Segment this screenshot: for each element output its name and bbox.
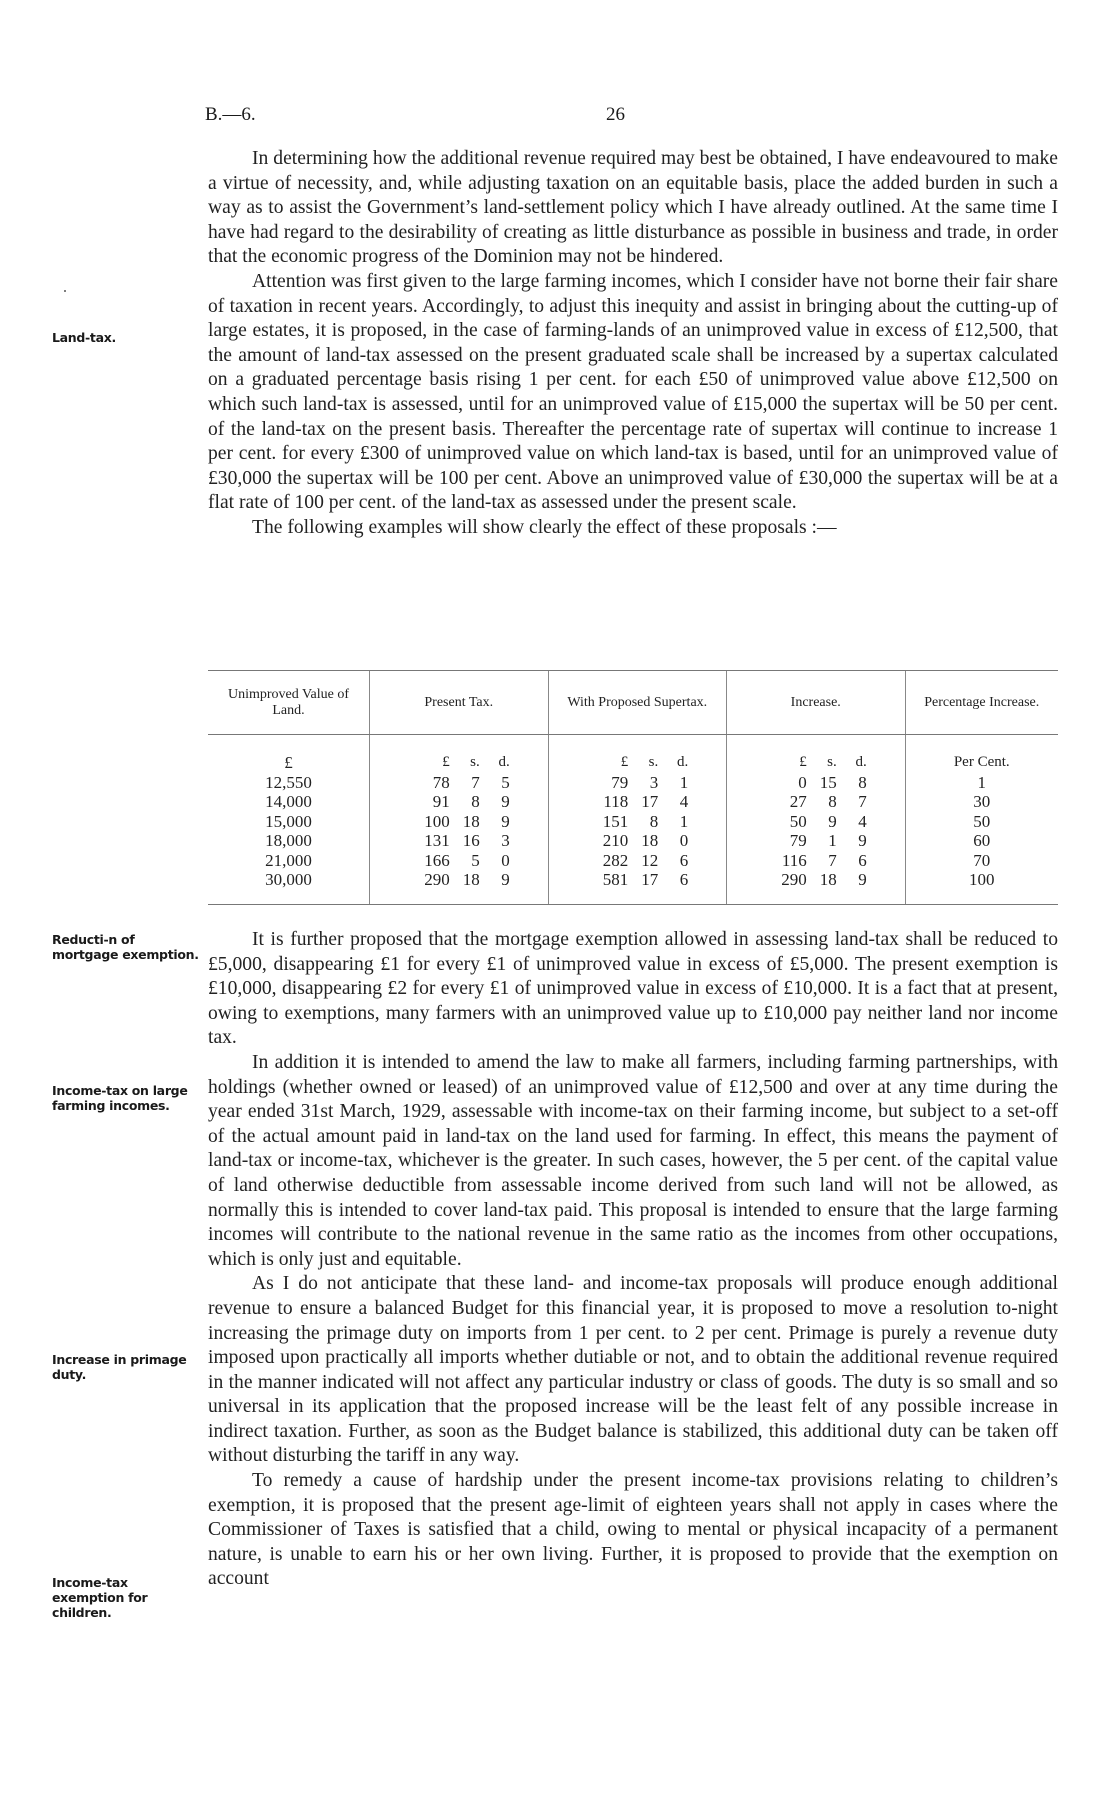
cell-increase-shillings: 8	[828, 792, 837, 811]
cell-increase-shillings: 15	[819, 772, 837, 792]
paragraph-mortgage-exemption: It is further proposed that the mortgage exemption allowed in assessing land-tax shall be reduced to £5,000, disappearing £1 for every £1 of unimproved value in excess of £5,000. The present exemption is £10,000, disappearing £2 for every £1 of unimproved value in excess of £10,000. It is a fact that at present, owing to exemptions, many farmers with an unimproved value up to £10,000 pay neither land nor income tax.	[208, 929, 1058, 1049]
cell-proposed-pence: 4	[679, 792, 689, 811]
paragraph-revenue-intro: In determining how the additional revenue required may best be obtained, I have endeavoured to make a virtue of necessity, and, while adjusting taxation on an equitable basis, place the added burden in such a way as to assist the Government’s land-settlement policy which I have already outlined. At the same time I have had regard to the desirability of creating as little disturbance as possible in business and trade, in order that the economic progress of the Dominion may not be hindered.	[208, 148, 1058, 268]
cell-increase-pence: 9	[858, 870, 867, 889]
cell-unimproved-value: 12,550	[265, 772, 312, 792]
cell-present-pounds: 131	[424, 831, 450, 850]
cell-proposed-pence: 6	[679, 850, 689, 870]
cell-present-pounds: 100	[424, 811, 450, 831]
cell-unimproved-value: 21,000	[265, 850, 312, 870]
cell-increase-shillings: 1	[828, 831, 837, 850]
cell-increase-shillings: 18	[819, 870, 837, 889]
margin-note-land-tax: Land-tax.	[52, 330, 116, 345]
cell-proposed-pounds: 118	[603, 792, 629, 811]
cell-proposed-pounds: 151	[602, 811, 629, 831]
unit-pence: d.	[855, 754, 867, 770]
margin-note-children-exemption: Income-tax exemption for children.	[52, 1575, 148, 1620]
cell-increase-shillings: 7	[828, 850, 837, 870]
cell-present-pounds: 91	[432, 792, 450, 811]
cell-present-shillings: 18	[462, 870, 480, 889]
col-increase	[727, 735, 906, 905]
cell-increase-pounds: 27	[789, 792, 807, 811]
paragraph-examples-intro: The following examples will show clearly the effect of these proposals :—	[252, 516, 837, 538]
unit-shillings: s.	[648, 754, 659, 770]
paragraph-primage-duty: As I do not anticipate that these land- and income-tax proposals will produce enough additional revenue to ensure a balanced Budget for this financial year, it is proposed to move a resolution to-night increasing the primage duty on imports from 1 per cent. to 2 per cent. Primage is purely a revenue duty imposed upon practically all imports whether dutiable or not, and to obtain the additional revenue required in the manner indicated will not affect any particular industry or class of goods. The duty is so small and so universal in its application that the proposed increase will be the least felt of any possible increase in indirect taxation. Further, as soon as the Budget balance is stabilized, this additional duty can be taken off without disturbing the tariff in any way.	[208, 1273, 1058, 1467]
col-unimproved-value	[208, 735, 370, 905]
print-speck	[64, 290, 66, 292]
cell-percentage-increase: 30	[973, 792, 991, 811]
cell-present-pence: 5	[501, 772, 510, 792]
cell-proposed-pounds: 282	[602, 850, 629, 870]
cell-increase-pounds: 0	[798, 772, 807, 792]
unit-pounds: £	[799, 754, 807, 770]
cell-increase-pounds: 79	[789, 831, 807, 850]
col-present-tax	[370, 735, 549, 905]
cell-proposed-pence: 1	[679, 772, 689, 792]
body-text-upper	[208, 147, 1058, 541]
cell-present-pence: 3	[501, 831, 510, 850]
document-reference: B.—6.	[205, 104, 256, 125]
cell-present-pence: 9	[501, 811, 510, 831]
cell-present-shillings: 18	[462, 811, 480, 831]
table-header-row	[208, 671, 1058, 735]
margin-note-mortgage-exemption: Reducti‑n of mortgage exemption.	[52, 932, 199, 962]
cell-increase-pounds: 290	[781, 870, 807, 889]
cell-present-pence: 0	[501, 850, 510, 870]
cell-proposed-shillings: 3	[649, 772, 659, 792]
cell-proposed-shillings: 8	[649, 811, 659, 831]
unit-pound: £	[284, 753, 293, 772]
cell-present-shillings: 8	[471, 792, 480, 811]
page-number: 26	[606, 104, 625, 125]
col-header-unimproved-value: Unimproved Value of Land.	[208, 671, 370, 735]
cell-percentage-increase: 1	[977, 772, 986, 792]
cell-proposed-pounds: 79	[611, 772, 629, 792]
cell-unimproved-value: 14,000	[265, 792, 312, 811]
cell-percentage-increase: 50	[973, 811, 991, 831]
cell-present-shillings: 16	[462, 831, 480, 850]
unit-pounds: £	[620, 754, 629, 770]
cell-present-shillings: 5	[471, 850, 480, 870]
cell-unimproved-value: 18,000	[265, 831, 312, 850]
cell-proposed-shillings: 12	[641, 850, 659, 870]
col-header-percentage-increase: Percentage Increase.	[905, 671, 1058, 735]
cell-present-pounds: 290	[424, 870, 450, 889]
paragraph-children-exemption: To remedy a cause of hardship under the present income-tax provisions relating to children’s exemption, it is proposed that the present age-limit of eighteen years shall not apply in cases where the Commissioner of Taxes is satisfied that a child, owing to mental or physical incapacity of a permanent nature, is unable to earn his or her own living. Further, it is proposed to provide that the exemption on account	[208, 1470, 1058, 1590]
cell-proposed-pence: 6	[679, 870, 689, 889]
page-header	[205, 104, 625, 126]
unit-pence: d.	[498, 754, 510, 770]
cell-proposed-shillings: 17	[641, 870, 659, 889]
cell-increase-pounds: 116	[781, 850, 807, 870]
cell-percentage-increase: 60	[973, 831, 991, 850]
unit-shillings: s.	[827, 754, 837, 770]
cell-increase-pence: 6	[858, 850, 867, 870]
cell-increase-pence: 4	[858, 811, 867, 831]
cell-proposed-pounds: 581	[602, 870, 629, 889]
cell-proposed-pence: 1	[679, 811, 689, 831]
cell-increase-pence: 9	[858, 831, 867, 850]
cell-percentage-increase: 70	[973, 850, 991, 870]
cell-percentage-increase: 100	[969, 870, 995, 889]
margin-note-income-tax-farming: Income-tax on large farming incomes.	[52, 1083, 188, 1113]
col-header-present-tax: Present Tax.	[370, 671, 549, 735]
cell-present-pounds: 166	[424, 850, 450, 870]
paragraph-land-tax: Attention was first given to the large farming incomes, which I consider have not borne their fair share of taxation in recent years. Accordingly, to adjust this inequity and assist in bringing about the cutting-up of large estates, it is proposed, in the case of farming-lands of an unimproved value in excess of £12,500, that the amount of land-tax assessed on the present graduated scale shall be increased by a supertax calculated on a graduated percentage basis rising 1 per cent. for each £50 of unimproved value above £12,500 on which such land-tax is assessed, until for an unimproved value of £15,000 the supertax will be 50 per cent. of the land-tax on the present basis. Thereafter the percentage rate of supertax will continue to increase 1 per cent. for every £300 of unimproved value on which land-tax is based, until for an unimproved value of £30,000 the supertax will be 100 per cent. Above an unimproved value of £30,000 the supertax will be at a flat rate of 100 per cent. of the land-tax as assessed under the present scale.	[208, 270, 1058, 514]
cell-increase-pence: 8	[858, 772, 867, 792]
cell-increase-shillings: 9	[828, 811, 837, 831]
supertax-examples-table	[208, 670, 1058, 905]
unit-pence: d.	[677, 754, 689, 770]
cell-increase-pence: 7	[858, 792, 867, 811]
cell-increase-pounds: 50	[789, 811, 807, 831]
cell-present-pence: 9	[501, 870, 510, 889]
cell-present-pence: 9	[501, 792, 510, 811]
col-header-increase: Increase.	[727, 671, 906, 735]
cell-proposed-pounds: 210	[602, 831, 629, 850]
body-text-lower	[208, 928, 1058, 1592]
col-percentage-increase	[905, 735, 1058, 905]
paragraph-income-tax-farming: In addition it is intended to amend the law to make all farmers, including farming partnerships, with holdings (whether owned or leased) of an unimproved value of £12,500 and over at any time during the year ended 31st March, 1929, assessable with income-tax on their farming income, but subject to a set-off of the actual amount paid in land-tax on the land used for farming. In effect, this means the payment of land-tax or income-tax, whichever is the greater. In such cases, however, the 5 per cent. of the capital value of land otherwise deductible from assessable income derived from such land will not be allowed, as normally this is intended to cover land-tax paid. This proposal is intended to ensure that the large farming incomes will contribute to the national revenue in the same ratio as the incomes from other occupations, which is only just and equitable.	[208, 1051, 1058, 1270]
cell-unimproved-value: 15,000	[265, 811, 312, 831]
cell-proposed-pence: 0	[679, 831, 689, 850]
unit-per-cent: Per Cent.	[953, 754, 1010, 770]
margin-note-primage-duty: Increase in primage duty.	[52, 1352, 187, 1382]
table-body	[208, 735, 1058, 905]
cell-unimproved-value: 30,000	[265, 870, 312, 889]
cell-proposed-shillings: 18	[641, 831, 659, 850]
col-proposed-supertax	[548, 735, 727, 905]
cell-present-shillings: 7	[471, 772, 480, 792]
unit-shillings: s.	[470, 754, 480, 770]
unit-pounds: £	[442, 754, 450, 770]
col-header-proposed-supertax: With Proposed Supertax.	[548, 671, 727, 735]
cell-present-pounds: 78	[432, 772, 450, 792]
cell-proposed-shillings: 17	[641, 792, 659, 811]
